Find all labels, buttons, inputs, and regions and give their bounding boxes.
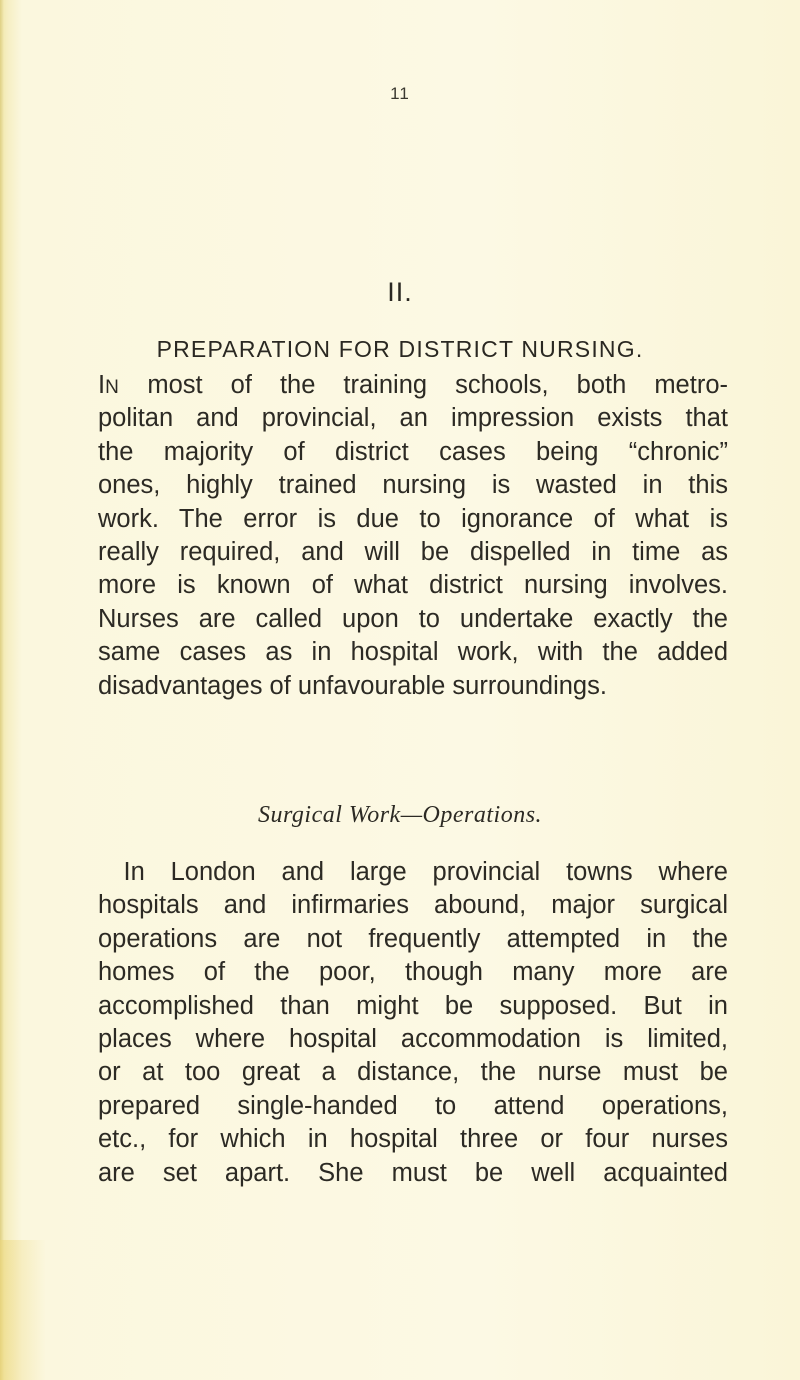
paragraph-1-line-1 — [98, 369, 728, 402]
drop-initial: I — [98, 371, 106, 399]
paragraph-2-line: In London and large provincial towns where — [98, 858, 728, 886]
paragraph-1-line: Nurses are called upon to undertake exactly the — [98, 604, 728, 633]
chapter-number: II. — [387, 277, 413, 307]
paragraph-1 — [98, 369, 728, 703]
line-1-rest: most of the training schools, both metro- — [119, 371, 728, 399]
paragraph-2-line: hospitals and infirmaries abound, major surgical — [98, 891, 728, 920]
paragraph-2-line: accomplished than might be supposed. But in — [98, 991, 728, 1020]
chapter-title: PREPARATION FOR DISTRICT NURSING. — [156, 336, 644, 362]
paragraph-2 — [98, 856, 728, 1190]
paragraph-1-line: disadvantages of unfavourable surroundings. — [98, 671, 607, 700]
paragraph-1-line: ones, highly trained nursing is wasted in this — [98, 471, 728, 500]
paragraph-2-line: places where hospital accommodation is limited, — [98, 1024, 728, 1053]
paragraph-2-line: prepared single-handed to attend operations, — [98, 1091, 728, 1120]
section-heading: Surgical Work—Operations. — [257, 802, 543, 828]
paragraph-2-line: or at too great a distance, the nurse must be — [98, 1058, 728, 1087]
page-stain — [0, 1240, 46, 1380]
paragraph-1-line: the majority of district cases being “chronic” — [98, 437, 728, 466]
paragraph-2-line: operations are not frequently attempted in the — [98, 924, 728, 953]
paragraph-2-line: etc., for which in hospital three or four nurses — [98, 1125, 728, 1154]
page-gutter-shadow — [0, 0, 4, 1380]
paragraph-1-line: same cases as in hospital work, with the added — [98, 638, 728, 667]
paragraph-1-line: really required, and will be dispelled in time as — [98, 537, 728, 566]
paragraph-1-line: work. The error is due to ignorance of what is — [98, 504, 728, 533]
small-caps-rest: N — [105, 377, 120, 398]
page-number: 11 — [390, 84, 410, 103]
paragraph-1-line: more is known of what district nursing involves. — [98, 571, 728, 600]
paragraph-1-line: politan and provincial, an impression exists that — [98, 404, 728, 433]
paragraph-2-line: homes of the poor, though many more are — [98, 958, 728, 987]
paragraph-2-line: are set apart. She must be well acquainted — [98, 1158, 728, 1187]
